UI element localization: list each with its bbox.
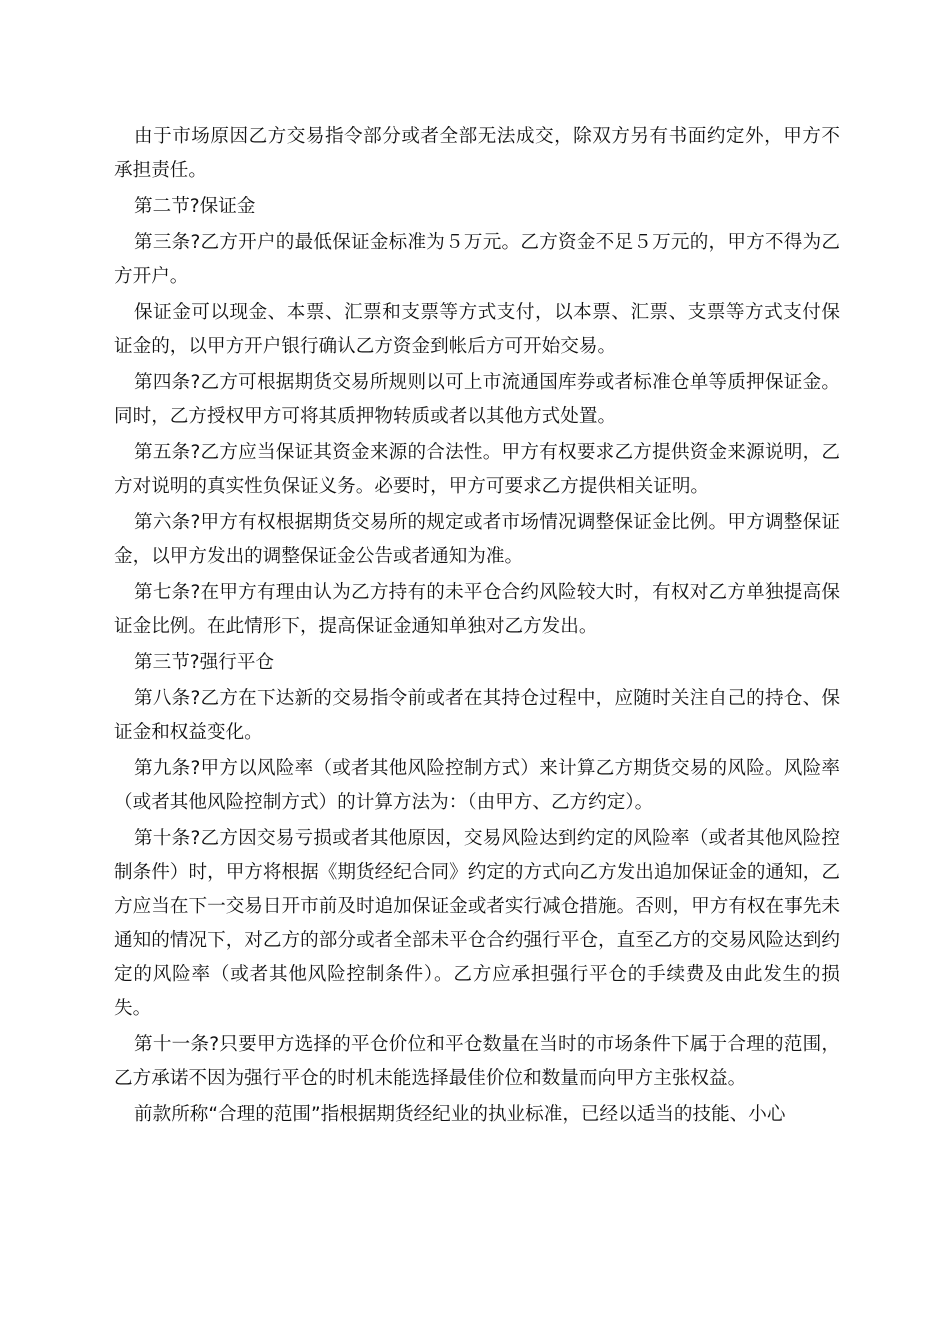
paragraph-reasonable-range: 前款所称“合理的范围”指根据期货经纪业的执业标准，已经以适当的技能、小心 <box>134 1104 786 1125</box>
section-heading-margin: 第二节?保证金 <box>134 196 256 217</box>
section-heading-forced-liquidation: 第三节?强行平仓 <box>134 652 275 673</box>
document-body <box>114 120 840 1134</box>
article-11: 第十一条?只要甲方选择的平仓价位和平仓数量在当时的市场条件下属于合理的范围，乙方承诺不因为强行平仓的时机未能选择最佳价位和数量而向甲方主张权益。 <box>114 1034 840 1089</box>
paragraph-margin-payment: 保证金可以现金、本票、汇票和支票等方式支付，以本票、汇票、支票等方式支付保证金的，以甲方开户银行确认乙方资金到帐后方可开始交易。 <box>114 302 840 357</box>
article-3: 第三条?乙方开户的最低保证金标准为５万元。乙方资金不足５万元的，甲方不得为乙方开户。 <box>114 232 840 287</box>
article-10: 第十条?乙方因交易亏损或者其他原因，交易风险达到约定的风险率（或者其他风险控制条件）时，甲方将根据《期货经纪合同》约定的方式向乙方发出追加保证金的通知，乙方应当在下一交易日开市前及时追加保证金或者实行减仓措施。否则，甲方有权在事先未通知的情况下，对乙方的部分或者全部未平仓合约强行平仓，直至乙方的交易风险达到约定的风险率（或者其他风险控制条件）。乙方应承担强行平仓的手续费及由此发生的损失。 <box>114 828 840 1019</box>
article-6: 第六条?甲方有权根据期货交易所的规定或者市场情况调整保证金比例。甲方调整保证金，以甲方发出的调整保证金公告或者通知为准。 <box>114 512 840 567</box>
paragraph-market-reason: 由于市场原因乙方交易指令部分或者全部无法成交，除双方另有书面约定外，甲方不承担责任。 <box>114 126 840 181</box>
article-9: 第九条?甲方以风险率（或者其他风险控制方式）来计算乙方期货交易的风险。风险率（或者其他风险控制方式）的计算方法为：（由甲方、乙方约定）。 <box>114 758 840 813</box>
article-4: 第四条?乙方可根据期货交易所规则以可上市流通国库券或者标准仓单等质押保证金。同时，乙方授权甲方可将其质押物转质或者以其他方式处置。 <box>114 372 840 427</box>
article-5: 第五条?乙方应当保证其资金来源的合法性。甲方有权要求乙方提供资金来源说明，乙方对说明的真实性负保证义务。必要时，甲方可要求乙方提供相关证明。 <box>114 442 840 497</box>
article-8: 第八条?乙方在下达新的交易指令前或者在其持仓过程中，应随时关注自己的持仓、保证金和权益变化。 <box>114 688 840 743</box>
article-7: 第七条?在甲方有理由认为乙方持有的未平仓合约风险较大时，有权对乙方单独提高保证金比例。在此情形下，提高保证金通知单独对乙方发出。 <box>114 582 840 637</box>
